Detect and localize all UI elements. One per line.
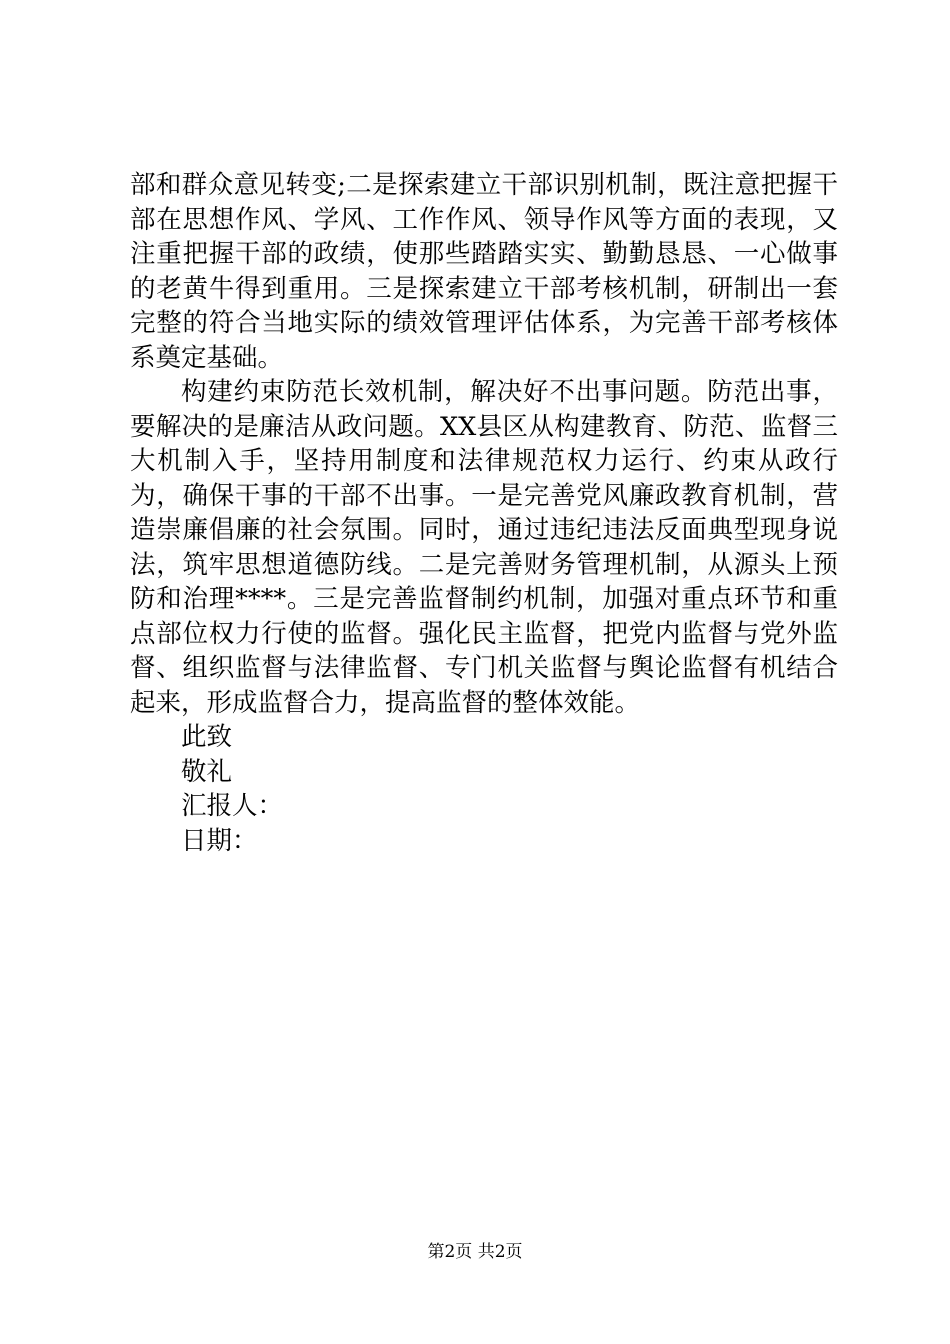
closing-salutation-1: 此致	[181, 722, 233, 752]
document-body	[130, 168, 838, 858]
paragraph-1: 部和群众意见转变;二是探索建立干部识别机制，既注意把握干部在思想作风、学风、工作作风、领导作风等方面的表现，又注重把握干部的政绩，使那些踏踏实实、勤勤恳恳、一心做事的老黄牛得到重用。三是探索建立干部考核机制，研制出一套完整的符合当地实际的绩效管理评估体系，为完善干部考核体系奠定基础。	[130, 170, 838, 373]
page-footer	[0, 1240, 950, 1264]
closing-salutation-2: 敬礼	[181, 756, 233, 787]
date-label: 日期：	[181, 825, 258, 856]
paragraph-2: 构建约束防范长效机制，解决好不出事问题。防范出事，要解决的是廉洁从政问题。XX县区从构建教育、防范、监督三大机制入手，坚持用制度和法律规范权力运行、约束从政行为，确保干事的干部不出事。一是完善党风廉政教育机制，营造崇廉倡廉的社会氛围。同时，通过违纪违法反面典型现身说法，筑牢思想道德防线。二是完善财务管理机制，从源头上预防和治理****。三是完善监督制约机制，加强对重点环节和重点部位权力行使的监督。强化民主监督，把党内监督与党外监督、组织监督与法律监督、专门机关监督与舆论监督有机结合起来，形成监督合力，提高监督的整体效能。	[130, 377, 838, 718]
reporter-label: 汇报人：	[181, 791, 284, 821]
page-indicator: 第2页 共2页	[427, 1242, 523, 1262]
